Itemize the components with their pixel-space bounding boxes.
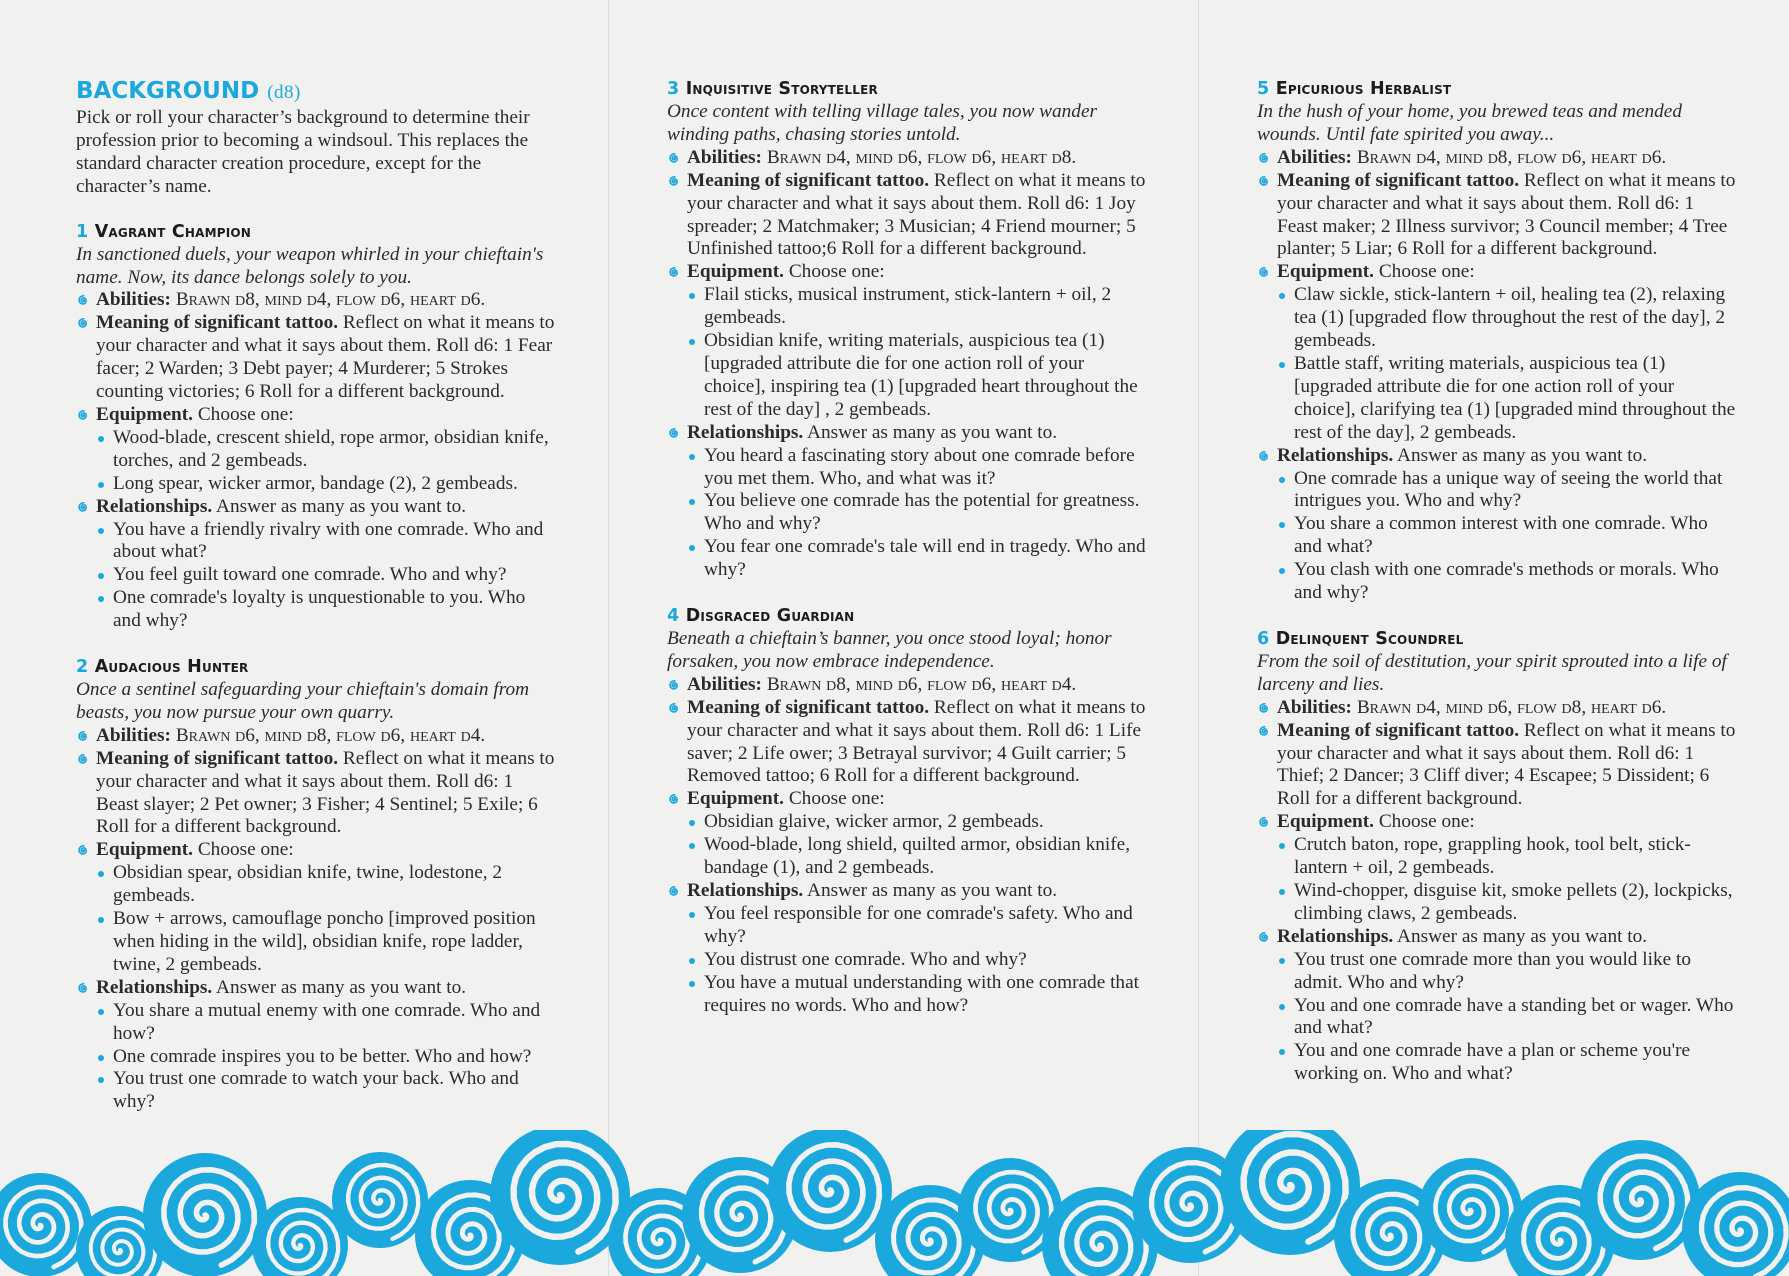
- equipment-option: Bow + arrows, camouflage poncho [improved position when hiding in the wild], obsidian knife, rope ladder, twine, 2 gembeads.: [76, 908, 556, 977]
- equipment-row-text: Choose one:: [197, 403, 294, 425]
- spiral-icon: [1257, 701, 1271, 715]
- spiral-icon: [76, 752, 90, 766]
- background-number: 3: [667, 79, 680, 99]
- relationships-row-label: Relationships.: [1277, 925, 1394, 947]
- wave-swirl: [332, 1152, 428, 1248]
- abilities-row: [1257, 147, 1737, 170]
- spiral-icon: [667, 701, 681, 715]
- page-fold-divider: [1198, 0, 1199, 1276]
- wave-swirl: [1580, 1140, 1700, 1260]
- equipment-option: Claw sickle, stick-lantern + oil, healing tea (2), relaxing tea (1) [upgraded flow throughout the rest of the day], 2 gembeads.: [1257, 284, 1737, 353]
- relationship-question: You clash with one comrade's methods or morals. Who and why?: [1257, 559, 1737, 605]
- spiral-icon: [76, 500, 90, 514]
- abilities-row: [667, 147, 1147, 170]
- relationship-question: You have a mutual understanding with one comrade that requires no words. Who and how?: [667, 972, 1147, 1018]
- abilities-row: [76, 289, 556, 312]
- equipment-row-label: Equipment.: [687, 261, 784, 283]
- background-name: Delinquent Scoundrel: [1275, 628, 1464, 649]
- equipment-row: [667, 261, 1147, 284]
- equipment-option: Flail sticks, musical instrument, stick-lantern + oil, 2 gembeads.: [667, 284, 1147, 330]
- equipment-row-label: Equipment.: [1277, 261, 1374, 283]
- relationship-question: You and one comrade have a standing bet or wager. Who and what?: [1257, 995, 1737, 1041]
- relationships-row: [667, 422, 1147, 445]
- tattoo-row: [667, 170, 1147, 262]
- background-name: Audacious Hunter: [94, 657, 249, 678]
- equipment-row: [76, 839, 556, 862]
- spiral-icon: [76, 981, 90, 995]
- tattoo-row-text: Reflect on what it means to your character and what it says about them. Roll d6: 1 Thief; 2 Dancer; 3 Cliff diver; 4 Escapee; 5 Dissident; 6 Roll for a different background.: [1277, 719, 1736, 810]
- equipment-row: [667, 788, 1147, 811]
- spiral-icon: [76, 408, 90, 422]
- tattoo-row-label: Meaning of significant tattoo.: [687, 169, 930, 191]
- abilities-row-text: Brawn d8, mind d4, flow d6, heart d6.: [175, 289, 486, 311]
- equipment-row: [1257, 811, 1737, 834]
- background-flavor-text: In the hush of your home, you brewed teas and mended wounds. Until fate spirited you away...: [1257, 101, 1682, 145]
- relationships-row: [1257, 926, 1737, 949]
- spiral-icon: [667, 678, 681, 692]
- abilities-row-label: Abilities:: [1277, 146, 1352, 168]
- relationship-question: You have a friendly rivalry with one comrade. Who and about what?: [76, 519, 556, 565]
- spiral-icon: [667, 151, 681, 165]
- equipment-row: [1257, 261, 1737, 284]
- equipment-row-text: Choose one:: [788, 261, 885, 283]
- abilities-row: [667, 674, 1147, 697]
- relationships-row-label: Relationships.: [687, 880, 804, 901]
- tattoo-row-label: Meaning of significant tattoo.: [1277, 169, 1520, 191]
- background-name: Disgraced Guardian: [685, 606, 855, 627]
- tattoo-row: [76, 748, 556, 840]
- background-name: Epicurious Herbalist: [1275, 79, 1452, 99]
- spiral-icon: [76, 729, 90, 743]
- spiral-icon: [667, 426, 681, 440]
- wave-swirls-decoration: [0, 1130, 1789, 1276]
- relationship-question: You fear one comrade's tale will end in tragedy. Who and why?: [667, 536, 1147, 582]
- equipment-option: Obsidian glaive, wicker armor, 2 gembeads.: [667, 811, 1147, 834]
- background-number: 6: [1257, 628, 1270, 649]
- relationships-row: [76, 496, 556, 519]
- abilities-row-label: Abilities:: [687, 673, 762, 695]
- page-fold-divider: [608, 0, 609, 1276]
- abilities-row-label: Abilities:: [96, 289, 171, 311]
- relationship-question: You and one comrade have a plan or scheme you're working on. Who and what?: [1257, 1040, 1737, 1086]
- relationships-row: [76, 977, 556, 1000]
- background-entry: [1257, 628, 1737, 1086]
- wave-swirl: [143, 1153, 267, 1276]
- tattoo-row-text: Reflect on what it means to your character and what it says about them. Roll d6: 1 Joy spreader; 2 Matchmaker; 3 Musician; 4 Friend mourner; 5 Unfinished tattoo;6 Roll for a different background.: [687, 169, 1146, 260]
- spiral-icon: [667, 884, 681, 898]
- abilities-row-text: Brawn d6, mind d8, flow d6, heart d4.: [175, 724, 486, 746]
- equipment-row-label: Equipment.: [687, 788, 784, 810]
- relationship-question: You share a mutual enemy with one comrade. Who and how?: [76, 1000, 556, 1046]
- abilities-row-label: Abilities:: [1277, 696, 1352, 718]
- column-1: [76, 78, 556, 1137]
- abilities-row-text: Brawn d4, mind d6, flow d6, heart d8.: [766, 146, 1077, 168]
- section-title-text: BACKGROUND: [76, 78, 260, 104]
- equipment-option: Obsidian spear, obsidian knife, twine, lodestone, 2 gembeads.: [76, 862, 556, 908]
- relationship-question: One comrade's loyalty is unquestionable to you. Who and why?: [76, 587, 556, 633]
- equipment-option: Wood-blade, crescent shield, rope armor, obsidian knife, torches, and 2 gembeads.: [76, 427, 556, 473]
- spiral-icon: [1257, 174, 1271, 188]
- spiral-icon: [1257, 815, 1271, 829]
- background-title: [1257, 628, 1737, 651]
- relationship-question: You share a common interest with one comrade. Who and what?: [1257, 513, 1737, 559]
- tattoo-row: [667, 697, 1147, 789]
- tattoo-row-label: Meaning of significant tattoo.: [96, 312, 339, 334]
- background-title: [667, 605, 1147, 628]
- tattoo-row-text: Reflect on what it means to your character and what it says about them. Roll d6: 1 Fear facer; 2 Warden; 3 Debt payer; 4 Murderer; 5 Strokes counting victories; 6 Roll for a different background.: [96, 312, 555, 403]
- section-title: [76, 78, 556, 106]
- equipment-option: Long spear, wicker armor, bandage (2), 2 gembeads.: [76, 473, 556, 496]
- spiral-icon: [1257, 930, 1271, 944]
- equipment-row-text: Choose one:: [1378, 261, 1475, 283]
- background-title: [76, 656, 556, 679]
- background-name: Inquisitive Storyteller: [685, 79, 878, 99]
- die-label: (d8): [267, 82, 301, 103]
- relationships-row-label: Relationships.: [96, 495, 213, 517]
- relationships-row: [667, 880, 1147, 903]
- spiral-icon: [1257, 449, 1271, 463]
- relationship-question: You trust one comrade more than you would like to admit. Who and why?: [1257, 949, 1737, 995]
- abilities-row: [1257, 697, 1737, 720]
- background-name: Vagrant Champion: [94, 221, 252, 242]
- equipment-row-label: Equipment.: [96, 839, 193, 861]
- background-flavor-text: Once content with telling village tales, you now wander winding paths, chasing stories untold.: [667, 101, 1098, 145]
- background-entry: [76, 656, 556, 1114]
- wave-swirl: [768, 1130, 892, 1252]
- background-flavor-text: Once a sentinel safeguarding your chieftain's domain from beasts, you now pursue your own quarry.: [76, 679, 530, 723]
- tattoo-row-text: Reflect on what it means to your character and what it says about them. Roll d6: 1 Feast maker; 2 Illness survivor; 3 Council member; 4 Tree planter; 5 Liar; 6 Roll for a different background.: [1277, 169, 1736, 260]
- background-title: [76, 221, 556, 244]
- equipment-row-text: Choose one:: [197, 839, 294, 861]
- equipment-row: [76, 404, 556, 427]
- background-flavor-text: In sanctioned duels, your weapon whirled in your chieftain's name. Now, its dance belongs solely to you.: [76, 243, 544, 288]
- abilities-row: [76, 725, 556, 748]
- spiral-icon: [667, 174, 681, 188]
- relationship-question: One comrade inspires you to be better. Who and how?: [76, 1046, 556, 1069]
- background-title: [667, 78, 1147, 101]
- background-flavor-text: Beneath a chieftain’s banner, you once stood loyal; honor forsaken, you now embrace independence.: [667, 628, 1112, 672]
- tattoo-row: [1257, 170, 1737, 262]
- background-number: 4: [667, 606, 680, 627]
- background-entry: [1257, 78, 1737, 605]
- abilities-row-text: Brawn d4, mind d8, flow d6, heart d6.: [1356, 146, 1667, 168]
- relationships-row-label: Relationships.: [96, 976, 213, 998]
- column-3: [1257, 78, 1737, 1109]
- abilities-row-text: Brawn d4, mind d6, flow d8, heart d6.: [1356, 696, 1667, 718]
- relationship-question: You distrust one comrade. Who and why?: [667, 949, 1147, 972]
- column-2: [667, 78, 1147, 1040]
- relationship-question: You heard a fascinating story about one comrade before you met them. Who, and what was it?: [667, 445, 1147, 491]
- relationship-question: You feel responsible for one comrade's safety. Who and why?: [667, 903, 1147, 949]
- background-entry: [76, 221, 556, 633]
- tattoo-row: [1257, 720, 1737, 812]
- equipment-option: Crutch baton, rope, grappling hook, tool belt, stick-lantern + oil, 2 gembeads.: [1257, 834, 1737, 880]
- spiral-icon: [76, 293, 90, 307]
- spiral-icon: [667, 792, 681, 806]
- background-entry: [667, 605, 1147, 1017]
- background-number: 2: [76, 657, 89, 678]
- equipment-row-label: Equipment.: [96, 403, 193, 425]
- relationships-row-text: Answer as many as you want to.: [807, 880, 1058, 901]
- equipment-option: Wood-blade, long shield, quilted armor, obsidian knife, bandage (1), and 2 gembeads.: [667, 834, 1147, 880]
- relationships-row-text: Answer as many as you want to.: [216, 976, 467, 998]
- abilities-row-label: Abilities:: [687, 146, 762, 168]
- relationship-question: You feel guilt toward one comrade. Who and why?: [76, 564, 556, 587]
- equipment-row-text: Choose one:: [788, 788, 885, 810]
- relationships-row-text: Answer as many as you want to.: [807, 421, 1058, 443]
- spiral-icon: [1257, 151, 1271, 165]
- relationships-row: [1257, 445, 1737, 468]
- tattoo-row-label: Meaning of significant tattoo.: [687, 696, 930, 718]
- background-title: [1257, 78, 1737, 101]
- relationships-row-label: Relationships.: [1277, 444, 1394, 466]
- background-entry: [667, 78, 1147, 582]
- tattoo-row-text: Reflect on what it means to your character and what it says about them. Roll d6: 1 Beast slayer; 2 Pet owner; 3 Fisher; 4 Sentinel; 5 Exile; 6 Roll for a different background.: [96, 747, 555, 838]
- tattoo-row: [76, 312, 556, 404]
- relationship-question: One comrade has a unique way of seeing the world that intrigues you. Who and why?: [1257, 468, 1737, 514]
- spiral-icon: [667, 265, 681, 279]
- intro-paragraph: Pick or roll your character’s background to determine their profession prior to becoming a windsoul. This replaces the standard character creation procedure, except for the character’s name.: [76, 107, 530, 197]
- equipment-option: Wind-chopper, disguise kit, smoke pellets (2), lockpicks, climbing claws, 2 gembeads.: [1257, 880, 1737, 926]
- relationships-row-label: Relationships.: [687, 421, 804, 443]
- abilities-row-text: Brawn d8, mind d6, flow d6, heart d4.: [766, 673, 1077, 695]
- equipment-row-label: Equipment.: [1277, 811, 1374, 833]
- relationships-row-text: Answer as many as you want to.: [216, 495, 467, 517]
- equipment-option: Obsidian knife, writing materials, auspicious tea (1) [upgraded attribute die for one action roll of your choice], inspiring tea (1) [upgraded heart throughout the rest of the day] , 2 gembeads.: [667, 330, 1147, 422]
- background-flavor-text: From the soil of destitution, your spirit sprouted into a life of larceny and lies.: [1257, 650, 1727, 695]
- abilities-row-label: Abilities:: [96, 724, 171, 746]
- relationship-question: You trust one comrade to watch your back. Who and why?: [76, 1068, 556, 1114]
- equipment-option: Battle staff, writing materials, auspicious tea (1) [upgraded attribute die for one action roll of your choice], clarifying tea (1) [upgraded mind throughout the rest of the day], 2 gembeads.: [1257, 353, 1737, 445]
- tattoo-row-text: Reflect on what it means to your character and what it says about them. Roll d6: 1 Life saver; 2 Life ower; 3 Betrayal survivor; 4 Guilt carrier; 5 Removed tattoo; 6 Roll for a different background.: [687, 696, 1146, 787]
- background-number: 5: [1257, 79, 1270, 99]
- background-number: 1: [76, 221, 89, 242]
- equipment-row-text: Choose one:: [1378, 811, 1475, 833]
- relationships-row-text: Answer as many as you want to.: [1397, 925, 1648, 947]
- tattoo-row-label: Meaning of significant tattoo.: [1277, 719, 1520, 741]
- tattoo-row-label: Meaning of significant tattoo.: [96, 747, 339, 769]
- relationships-row-text: Answer as many as you want to.: [1397, 444, 1648, 466]
- spiral-icon: [1257, 265, 1271, 279]
- relationship-question: You believe one comrade has the potential for greatness. Who and why?: [667, 490, 1147, 536]
- spiral-icon: [1257, 724, 1271, 738]
- spiral-icon: [76, 843, 90, 857]
- spiral-icon: [76, 316, 90, 330]
